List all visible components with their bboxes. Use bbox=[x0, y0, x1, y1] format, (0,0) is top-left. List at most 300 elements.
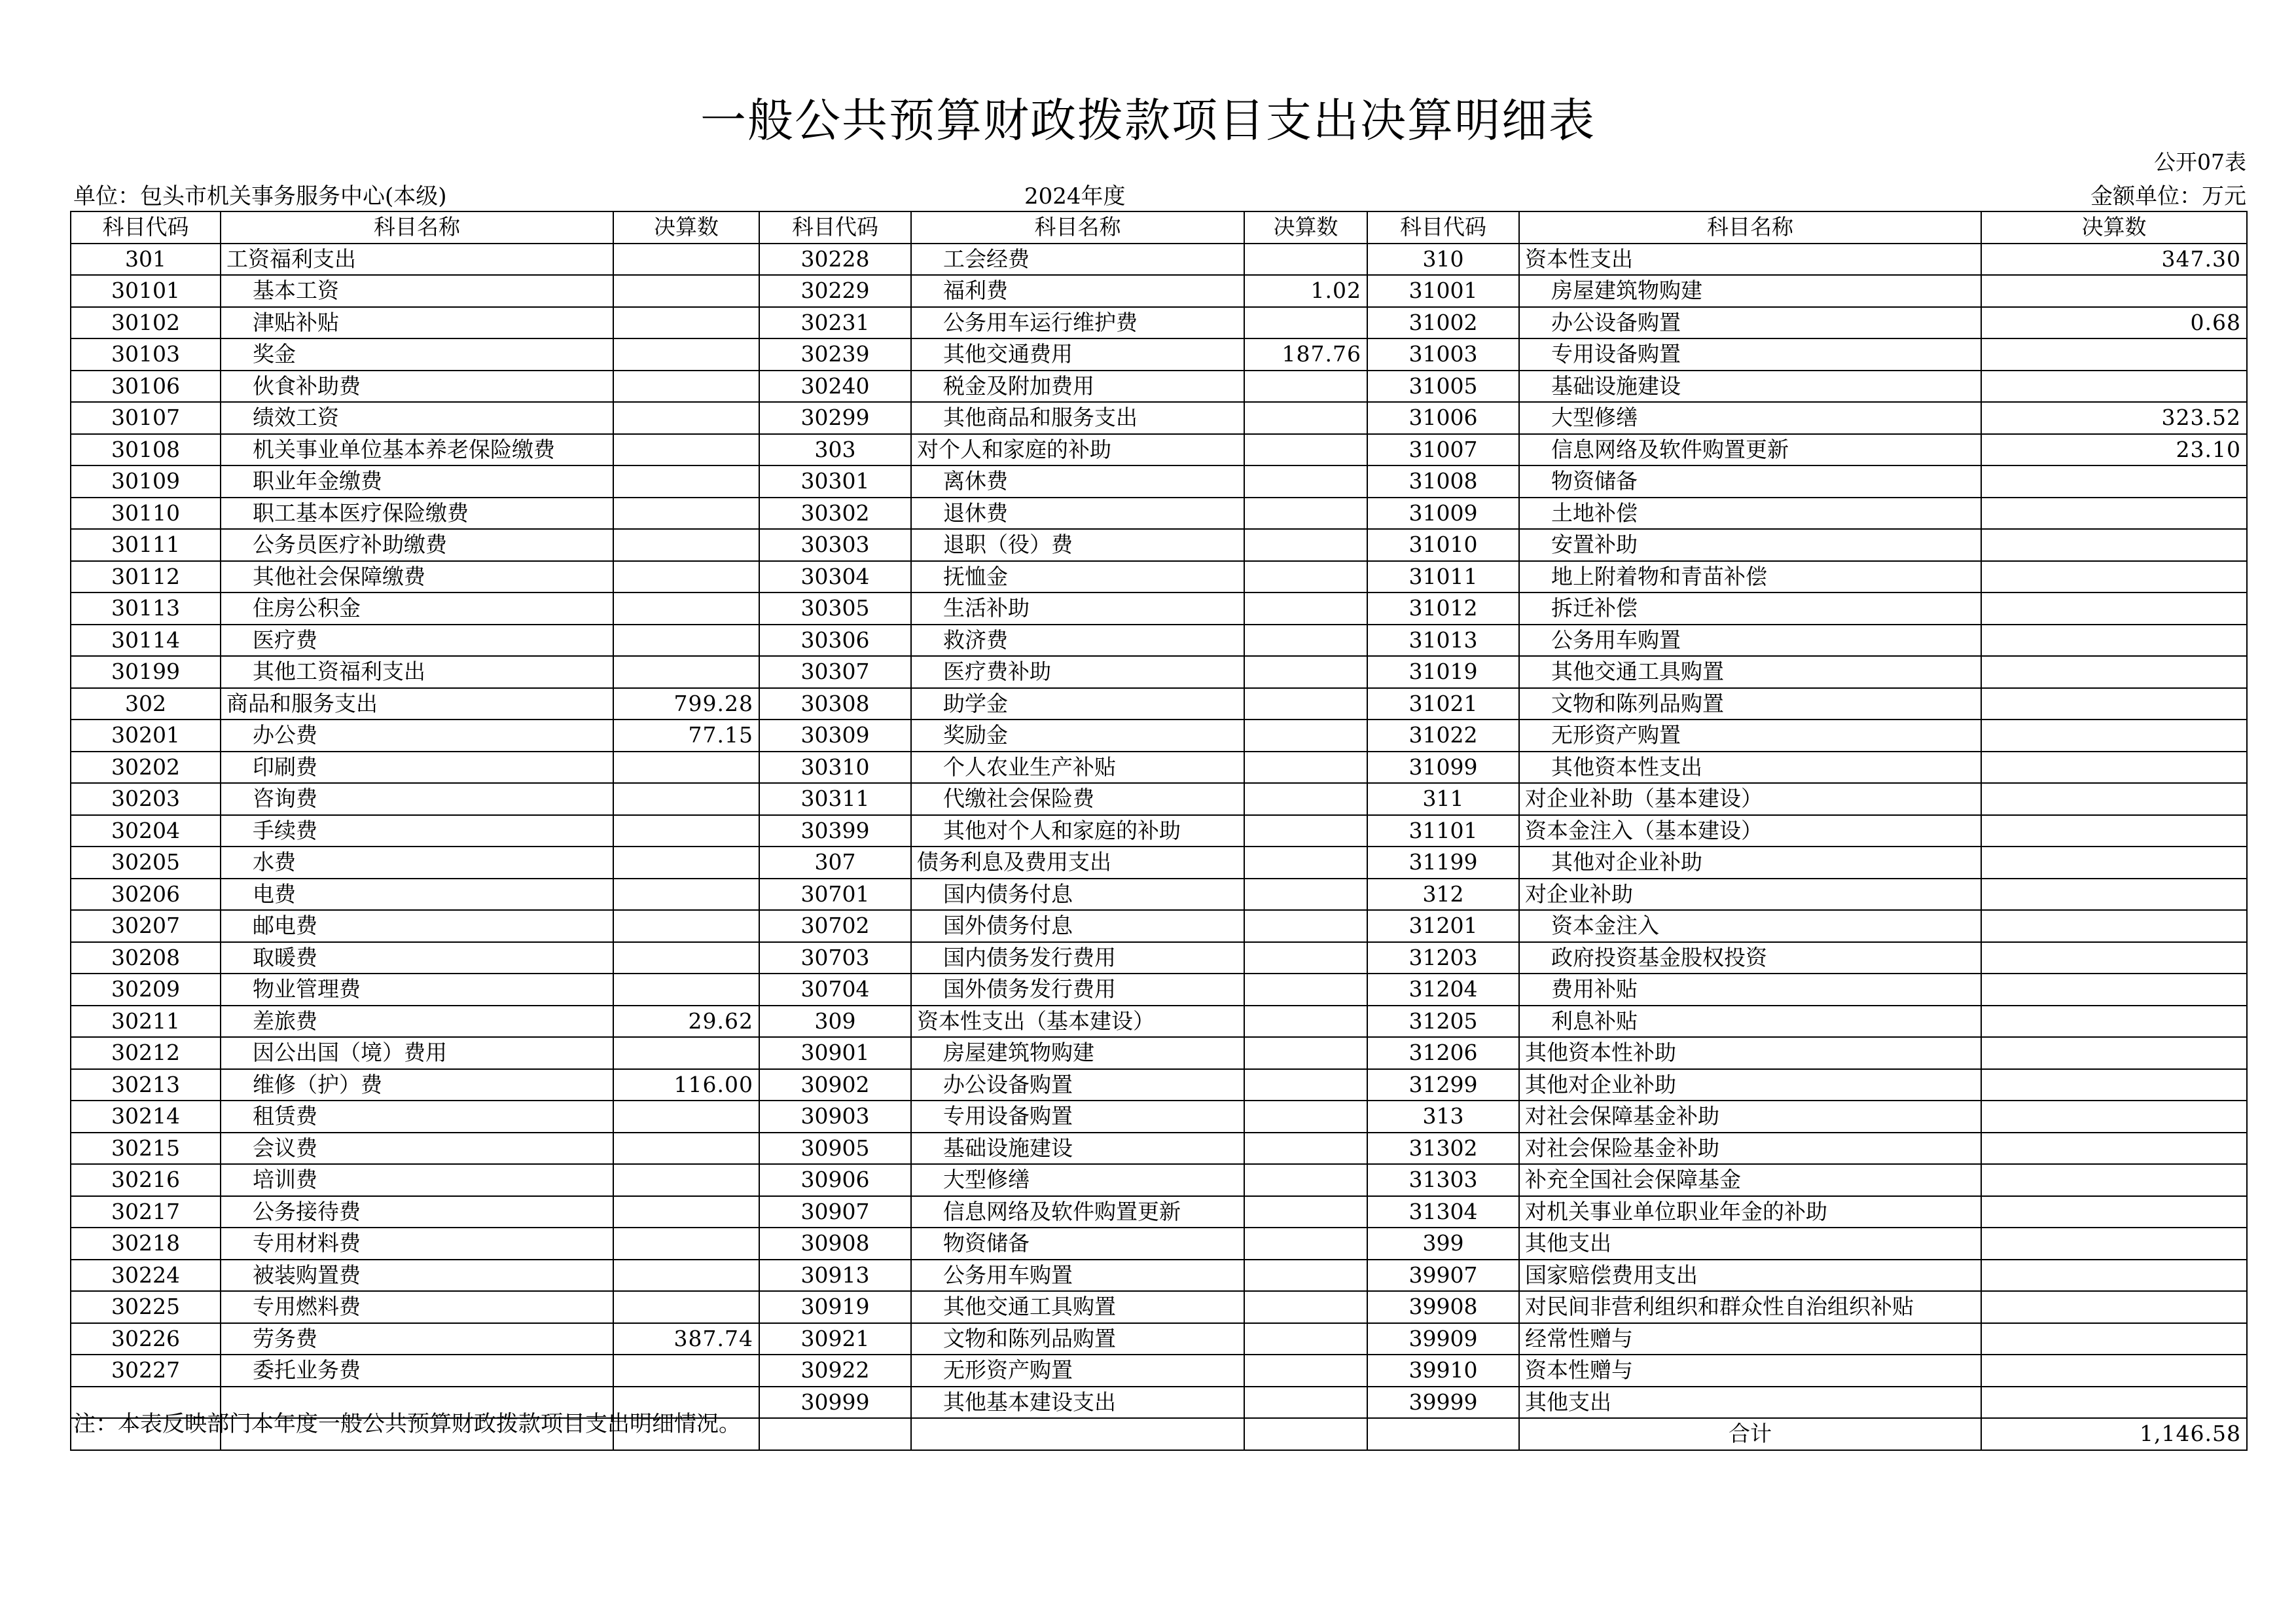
form-number: 公开07表 bbox=[2154, 149, 2246, 175]
subject-code: 311 bbox=[1367, 783, 1519, 815]
subject-name: 房屋建筑物购建 bbox=[911, 1037, 1244, 1069]
final-amount bbox=[613, 974, 759, 1006]
subject-code: 30106 bbox=[71, 371, 221, 403]
subject-code: 30216 bbox=[71, 1164, 221, 1196]
subject-code: 30215 bbox=[71, 1133, 221, 1165]
subject-code: 30701 bbox=[759, 879, 911, 911]
table-row bbox=[71, 593, 2247, 625]
subject-code: 30208 bbox=[71, 942, 221, 974]
header-amount-1: 决算数 bbox=[613, 211, 759, 244]
final-amount bbox=[1244, 1101, 1367, 1133]
subject-name: 劳务费 bbox=[221, 1323, 613, 1355]
subject-name: 信息网络及软件购置更新 bbox=[1519, 434, 1981, 466]
subject-code: 30224 bbox=[71, 1260, 221, 1292]
final-amount bbox=[1244, 1260, 1367, 1292]
subject-code: 30907 bbox=[759, 1196, 911, 1228]
subject-name: 对个人和家庭的补助 bbox=[911, 434, 1244, 466]
subject-name: 资本性赠与 bbox=[1519, 1355, 1981, 1387]
subject-code: 30206 bbox=[71, 879, 221, 911]
final-amount bbox=[1981, 879, 2247, 911]
subject-name: 房屋建筑物购建 bbox=[1519, 275, 1981, 307]
subject-name: 大型修缮 bbox=[911, 1164, 1244, 1196]
header-code-2: 科目代码 bbox=[759, 211, 911, 244]
subject-code: 30199 bbox=[71, 656, 221, 688]
header-name-3: 科目名称 bbox=[1519, 211, 1981, 244]
final-amount bbox=[613, 1133, 759, 1165]
final-amount bbox=[1981, 1323, 2247, 1355]
subject-name: 国外债务发行费用 bbox=[911, 974, 1244, 1006]
subject-name: 专用燃料费 bbox=[221, 1291, 613, 1323]
subject-code: 31007 bbox=[1367, 434, 1519, 466]
subject-code: 31011 bbox=[1367, 561, 1519, 593]
subject-name: 差旅费 bbox=[221, 1006, 613, 1038]
subject-code: 39909 bbox=[1367, 1323, 1519, 1355]
subject-name: 信息网络及软件购置更新 bbox=[911, 1196, 1244, 1228]
final-amount bbox=[613, 402, 759, 434]
subject-name: 专用设备购置 bbox=[1519, 338, 1981, 371]
subject-code: 30999 bbox=[759, 1387, 911, 1419]
subject-name: 公务用车运行维护费 bbox=[911, 307, 1244, 339]
final-amount bbox=[1244, 815, 1367, 847]
subject-code: 30908 bbox=[759, 1228, 911, 1260]
subject-name: 手续费 bbox=[221, 815, 613, 847]
subject-code: 30239 bbox=[759, 338, 911, 371]
table-row bbox=[71, 752, 2247, 784]
subject-name: 生活补助 bbox=[911, 593, 1244, 625]
subject-code: 31010 bbox=[1367, 529, 1519, 561]
final-amount: 29.62 bbox=[613, 1006, 759, 1038]
subject-name: 个人农业生产补贴 bbox=[911, 752, 1244, 784]
final-amount bbox=[1244, 942, 1367, 974]
final-amount bbox=[613, 1101, 759, 1133]
subject-name: 基本工资 bbox=[221, 275, 613, 307]
subject-name: 其他交通费用 bbox=[911, 338, 1244, 371]
final-amount bbox=[1244, 593, 1367, 625]
subject-name: 基础设施建设 bbox=[1519, 371, 1981, 403]
subject-name: 电费 bbox=[221, 879, 613, 911]
table-row bbox=[71, 561, 2247, 593]
subject-code: 30108 bbox=[71, 434, 221, 466]
header-name-2: 科目名称 bbox=[911, 211, 1244, 244]
total-value: 1,146.58 bbox=[1981, 1418, 2247, 1450]
final-amount bbox=[1981, 847, 2247, 879]
subject-code: 31205 bbox=[1367, 1006, 1519, 1038]
subject-name: 文物和陈列品购置 bbox=[911, 1323, 1244, 1355]
subject-code: 31299 bbox=[1367, 1069, 1519, 1101]
final-amount: 23.10 bbox=[1981, 434, 2247, 466]
subject-name: 对企业补助 bbox=[1519, 879, 1981, 911]
subject-name: 咨询费 bbox=[221, 783, 613, 815]
subject-code: 30107 bbox=[71, 402, 221, 434]
subject-code: 30207 bbox=[71, 910, 221, 942]
final-amount bbox=[613, 275, 759, 307]
reporting-unit: 单位：包头市机关事务服务中心(本级) bbox=[73, 183, 447, 210]
final-amount bbox=[1981, 1133, 2247, 1165]
subject-code: 30399 bbox=[759, 815, 911, 847]
table-row bbox=[71, 1006, 2247, 1038]
subject-name: 其他资本性支出 bbox=[1519, 752, 1981, 784]
table-row bbox=[71, 1069, 2247, 1101]
subject-code: 302 bbox=[71, 688, 221, 720]
subject-code: 31304 bbox=[1367, 1196, 1519, 1228]
subject-code: 31021 bbox=[1367, 688, 1519, 720]
subject-code: 301 bbox=[71, 244, 221, 276]
subject-code: 30212 bbox=[71, 1037, 221, 1069]
subject-name: 债务利息及费用支出 bbox=[911, 847, 1244, 879]
subject-code: 312 bbox=[1367, 879, 1519, 911]
page-title: 一般公共预算财政拨款项目支出决算明细表 bbox=[700, 94, 1596, 147]
final-amount bbox=[613, 1260, 759, 1292]
subject-name: 费用补贴 bbox=[1519, 974, 1981, 1006]
final-amount bbox=[1981, 1228, 2247, 1260]
final-amount bbox=[1244, 1069, 1367, 1101]
final-amount bbox=[613, 942, 759, 974]
final-amount bbox=[1244, 1228, 1367, 1260]
total-blank-cell bbox=[1367, 1418, 1519, 1450]
subject-code: 31204 bbox=[1367, 974, 1519, 1006]
table-row bbox=[71, 1260, 2247, 1292]
subject-name: 对企业补助（基本建设） bbox=[1519, 783, 1981, 815]
subject-name: 专用设备购置 bbox=[911, 1101, 1244, 1133]
final-amount bbox=[1981, 1355, 2247, 1387]
subject-name: 地上附着物和青苗补偿 bbox=[1519, 561, 1981, 593]
table-row bbox=[71, 656, 2247, 688]
final-amount bbox=[1244, 307, 1367, 339]
subject-code: 31008 bbox=[1367, 465, 1519, 498]
final-amount bbox=[1981, 656, 2247, 688]
subject-name: 其他社会保障缴费 bbox=[221, 561, 613, 593]
table-row bbox=[71, 625, 2247, 657]
subject-name: 税金及附加费用 bbox=[911, 371, 1244, 403]
fiscal-year: 2024年度 bbox=[1024, 183, 1126, 210]
final-amount bbox=[1244, 1291, 1367, 1323]
final-amount bbox=[613, 529, 759, 561]
subject-name: 拆迁补偿 bbox=[1519, 593, 1981, 625]
subject-name: 物资储备 bbox=[911, 1228, 1244, 1260]
final-amount bbox=[1981, 720, 2247, 752]
final-amount bbox=[613, 561, 759, 593]
final-amount bbox=[1981, 783, 2247, 815]
final-amount bbox=[1981, 371, 2247, 403]
final-amount bbox=[1244, 879, 1367, 911]
subject-name: 公务用车购置 bbox=[1519, 625, 1981, 657]
subject-code: 31006 bbox=[1367, 402, 1519, 434]
table-row bbox=[71, 720, 2247, 752]
subject-name: 其他支出 bbox=[1519, 1228, 1981, 1260]
subject-code: 30226 bbox=[71, 1323, 221, 1355]
final-amount bbox=[613, 783, 759, 815]
final-amount bbox=[1244, 625, 1367, 657]
subject-name: 办公设备购置 bbox=[1519, 307, 1981, 339]
subject-code: 30303 bbox=[759, 529, 911, 561]
final-amount bbox=[1244, 561, 1367, 593]
final-amount bbox=[1244, 783, 1367, 815]
subject-code: 30240 bbox=[759, 371, 911, 403]
subject-name: 住房公积金 bbox=[221, 593, 613, 625]
subject-name: 其他对企业补助 bbox=[1519, 847, 1981, 879]
subject-name: 公务用车购置 bbox=[911, 1260, 1244, 1292]
table-row bbox=[71, 688, 2247, 720]
subject-code: 30101 bbox=[71, 275, 221, 307]
subject-code: 30201 bbox=[71, 720, 221, 752]
final-amount bbox=[1244, 371, 1367, 403]
subject-name: 医疗费补助 bbox=[911, 656, 1244, 688]
subject-code: 30304 bbox=[759, 561, 911, 593]
table-row bbox=[71, 529, 2247, 561]
subject-code: 31303 bbox=[1367, 1164, 1519, 1196]
final-amount bbox=[613, 498, 759, 530]
subject-name: 救济费 bbox=[911, 625, 1244, 657]
subject-code: 31199 bbox=[1367, 847, 1519, 879]
subject-code: 30301 bbox=[759, 465, 911, 498]
subject-code: 30205 bbox=[71, 847, 221, 879]
final-amount bbox=[613, 625, 759, 657]
subject-code: 30112 bbox=[71, 561, 221, 593]
table-row bbox=[71, 1101, 2247, 1133]
final-amount: 187.76 bbox=[1244, 338, 1367, 371]
final-amount bbox=[1981, 1006, 2247, 1038]
subject-name: 绩效工资 bbox=[221, 402, 613, 434]
final-amount: 323.52 bbox=[1981, 402, 2247, 434]
subject-name: 资本金注入（基本建设） bbox=[1519, 815, 1981, 847]
header-code-3: 科目代码 bbox=[1367, 211, 1519, 244]
subject-name: 对社会保障基金补助 bbox=[1519, 1101, 1981, 1133]
subject-name: 离休费 bbox=[911, 465, 1244, 498]
subject-name: 大型修缮 bbox=[1519, 402, 1981, 434]
subject-name: 国家赔偿费用支出 bbox=[1519, 1260, 1981, 1292]
final-amount bbox=[1244, 1006, 1367, 1038]
subject-code: 30218 bbox=[71, 1228, 221, 1260]
subject-name: 无形资产购置 bbox=[1519, 720, 1981, 752]
final-amount: 77.15 bbox=[613, 720, 759, 752]
table-row bbox=[71, 465, 2247, 498]
subject-name: 伙食补助费 bbox=[221, 371, 613, 403]
final-amount bbox=[1981, 625, 2247, 657]
final-amount bbox=[1244, 1196, 1367, 1228]
subject-code: 30310 bbox=[759, 752, 911, 784]
subject-name: 资本性支出 bbox=[1519, 244, 1981, 276]
subject-name: 国内债务发行费用 bbox=[911, 942, 1244, 974]
subject-code: 399 bbox=[1367, 1228, 1519, 1260]
table-row bbox=[71, 847, 2247, 879]
final-amount bbox=[1981, 1196, 2247, 1228]
subject-name: 办公设备购置 bbox=[911, 1069, 1244, 1101]
final-amount bbox=[1244, 656, 1367, 688]
final-amount: 347.30 bbox=[1981, 244, 2247, 276]
subject-name: 政府投资基金股权投资 bbox=[1519, 942, 1981, 974]
subject-name: 利息补贴 bbox=[1519, 1006, 1981, 1038]
subject-name: 其他交通工具购置 bbox=[911, 1291, 1244, 1323]
subject-code: 39907 bbox=[1367, 1260, 1519, 1292]
subject-code: 30227 bbox=[71, 1355, 221, 1387]
subject-name: 助学金 bbox=[911, 688, 1244, 720]
subject-code: 30217 bbox=[71, 1196, 221, 1228]
final-amount bbox=[613, 434, 759, 466]
subject-name: 抚恤金 bbox=[911, 561, 1244, 593]
table-row bbox=[71, 1228, 2247, 1260]
final-amount bbox=[1981, 1260, 2247, 1292]
subject-name: 奖励金 bbox=[911, 720, 1244, 752]
subject-name: 其他交通工具购置 bbox=[1519, 656, 1981, 688]
subject-name: 基础设施建设 bbox=[911, 1133, 1244, 1165]
subject-code: 30921 bbox=[759, 1323, 911, 1355]
final-amount bbox=[613, 307, 759, 339]
final-amount bbox=[613, 910, 759, 942]
final-amount bbox=[613, 465, 759, 498]
subject-code: 30906 bbox=[759, 1164, 911, 1196]
table-row bbox=[71, 338, 2247, 371]
subject-name: 工会经费 bbox=[911, 244, 1244, 276]
subject-code: 30211 bbox=[71, 1006, 221, 1038]
subject-name: 其他对个人和家庭的补助 bbox=[911, 815, 1244, 847]
subject-name: 职工基本医疗保险缴费 bbox=[221, 498, 613, 530]
subject-name: 专用材料费 bbox=[221, 1228, 613, 1260]
subject-name: 退职（役）费 bbox=[911, 529, 1244, 561]
table-row bbox=[71, 402, 2247, 434]
table-row bbox=[71, 1037, 2247, 1069]
final-amount bbox=[1244, 465, 1367, 498]
subject-name: 其他商品和服务支出 bbox=[911, 402, 1244, 434]
subject-code: 30214 bbox=[71, 1101, 221, 1133]
subject-code: 30901 bbox=[759, 1037, 911, 1069]
subject-code: 39910 bbox=[1367, 1355, 1519, 1387]
subject-name: 取暖费 bbox=[221, 942, 613, 974]
final-amount bbox=[613, 847, 759, 879]
subject-name: 补充全国社会保障基金 bbox=[1519, 1164, 1981, 1196]
subject-code: 30110 bbox=[71, 498, 221, 530]
final-amount bbox=[1981, 465, 2247, 498]
final-amount bbox=[613, 1228, 759, 1260]
subject-code: 30913 bbox=[759, 1260, 911, 1292]
subject-code: 31302 bbox=[1367, 1133, 1519, 1165]
subject-code: 31101 bbox=[1367, 815, 1519, 847]
final-amount bbox=[1981, 275, 2247, 307]
final-amount bbox=[613, 1196, 759, 1228]
subject-name: 资本性支出（基本建设） bbox=[911, 1006, 1244, 1038]
subject-name: 无形资产购置 bbox=[911, 1355, 1244, 1387]
subject-code: 31201 bbox=[1367, 910, 1519, 942]
subject-code: 31099 bbox=[1367, 752, 1519, 784]
final-amount: 1.02 bbox=[1244, 275, 1367, 307]
table-row bbox=[71, 434, 2247, 466]
final-amount bbox=[613, 1291, 759, 1323]
subject-name: 工资福利支出 bbox=[221, 244, 613, 276]
final-amount bbox=[613, 879, 759, 911]
final-amount bbox=[1981, 910, 2247, 942]
subject-name: 退休费 bbox=[911, 498, 1244, 530]
final-amount bbox=[613, 752, 759, 784]
subject-code: 31203 bbox=[1367, 942, 1519, 974]
subject-code: 30228 bbox=[759, 244, 911, 276]
table-row bbox=[71, 910, 2247, 942]
subject-code: 31013 bbox=[1367, 625, 1519, 657]
subject-name: 对社会保险基金补助 bbox=[1519, 1133, 1981, 1165]
subject-name: 公务接待费 bbox=[221, 1196, 613, 1228]
table-row bbox=[71, 307, 2247, 339]
final-amount bbox=[1244, 847, 1367, 879]
subject-code: 30103 bbox=[71, 338, 221, 371]
table-header-row bbox=[71, 211, 2247, 244]
subject-name: 对机关事业单位职业年金的补助 bbox=[1519, 1196, 1981, 1228]
subject-name: 安置补助 bbox=[1519, 529, 1981, 561]
subject-code: 307 bbox=[759, 847, 911, 879]
header-code-1: 科目代码 bbox=[71, 211, 221, 244]
subject-code: 31002 bbox=[1367, 307, 1519, 339]
subject-code: 30302 bbox=[759, 498, 911, 530]
subject-name: 委托业务费 bbox=[221, 1355, 613, 1387]
final-amount bbox=[1981, 815, 2247, 847]
subject-code: 30919 bbox=[759, 1291, 911, 1323]
subject-name: 印刷费 bbox=[221, 752, 613, 784]
subject-name: 其他工资福利支出 bbox=[221, 656, 613, 688]
subject-code: 31009 bbox=[1367, 498, 1519, 530]
final-amount bbox=[1981, 593, 2247, 625]
subject-name: 租赁费 bbox=[221, 1101, 613, 1133]
subject-name: 土地补偿 bbox=[1519, 498, 1981, 530]
footnote: 注：本表反映部门本年度一般公共预算财政拨款项目支出明细情况。 bbox=[73, 1411, 741, 1437]
subject-code: 30213 bbox=[71, 1069, 221, 1101]
subject-code: 30903 bbox=[759, 1101, 911, 1133]
subject-code: 30905 bbox=[759, 1133, 911, 1165]
table-row bbox=[71, 1164, 2247, 1196]
subject-code: 30308 bbox=[759, 688, 911, 720]
subject-name: 机关事业单位基本养老保险缴费 bbox=[221, 434, 613, 466]
subject-code: 30202 bbox=[71, 752, 221, 784]
final-amount bbox=[1244, 974, 1367, 1006]
subject-code: 30311 bbox=[759, 783, 911, 815]
subject-code: 30229 bbox=[759, 275, 911, 307]
subject-name: 国外债务付息 bbox=[911, 910, 1244, 942]
subject-name: 其他资本性补助 bbox=[1519, 1037, 1981, 1069]
total-blank-cell bbox=[911, 1418, 1244, 1450]
subject-code: 313 bbox=[1367, 1101, 1519, 1133]
final-amount bbox=[1244, 1037, 1367, 1069]
subject-code: 309 bbox=[759, 1006, 911, 1038]
header-amount-2: 决算数 bbox=[1244, 211, 1367, 244]
subject-name: 经常性赠与 bbox=[1519, 1323, 1981, 1355]
table-row bbox=[71, 1196, 2247, 1228]
final-amount bbox=[1244, 1133, 1367, 1165]
final-amount bbox=[613, 371, 759, 403]
table-row bbox=[71, 244, 2247, 276]
final-amount bbox=[613, 338, 759, 371]
subject-code: 30209 bbox=[71, 974, 221, 1006]
final-amount bbox=[1981, 942, 2247, 974]
subject-code: 30113 bbox=[71, 593, 221, 625]
total-label: 合计 bbox=[1519, 1418, 1981, 1450]
currency-unit: 金额单位：万元 bbox=[2090, 183, 2246, 210]
final-amount bbox=[1244, 244, 1367, 276]
final-amount bbox=[613, 1164, 759, 1196]
final-amount bbox=[1981, 688, 2247, 720]
final-amount bbox=[1981, 561, 2247, 593]
final-amount bbox=[1981, 974, 2247, 1006]
expenditure-table bbox=[70, 211, 2248, 1451]
subject-code: 310 bbox=[1367, 244, 1519, 276]
subject-code: 30111 bbox=[71, 529, 221, 561]
subject-code: 30922 bbox=[759, 1355, 911, 1387]
final-amount bbox=[1981, 1387, 2247, 1419]
subject-code: 30309 bbox=[759, 720, 911, 752]
table-row bbox=[71, 879, 2247, 911]
final-amount: 387.74 bbox=[613, 1323, 759, 1355]
subject-code: 30307 bbox=[759, 656, 911, 688]
final-amount bbox=[613, 1037, 759, 1069]
subject-name: 奖金 bbox=[221, 338, 613, 371]
final-amount bbox=[1981, 1069, 2247, 1101]
final-amount bbox=[1981, 529, 2247, 561]
header-amount-3: 决算数 bbox=[1981, 211, 2247, 244]
